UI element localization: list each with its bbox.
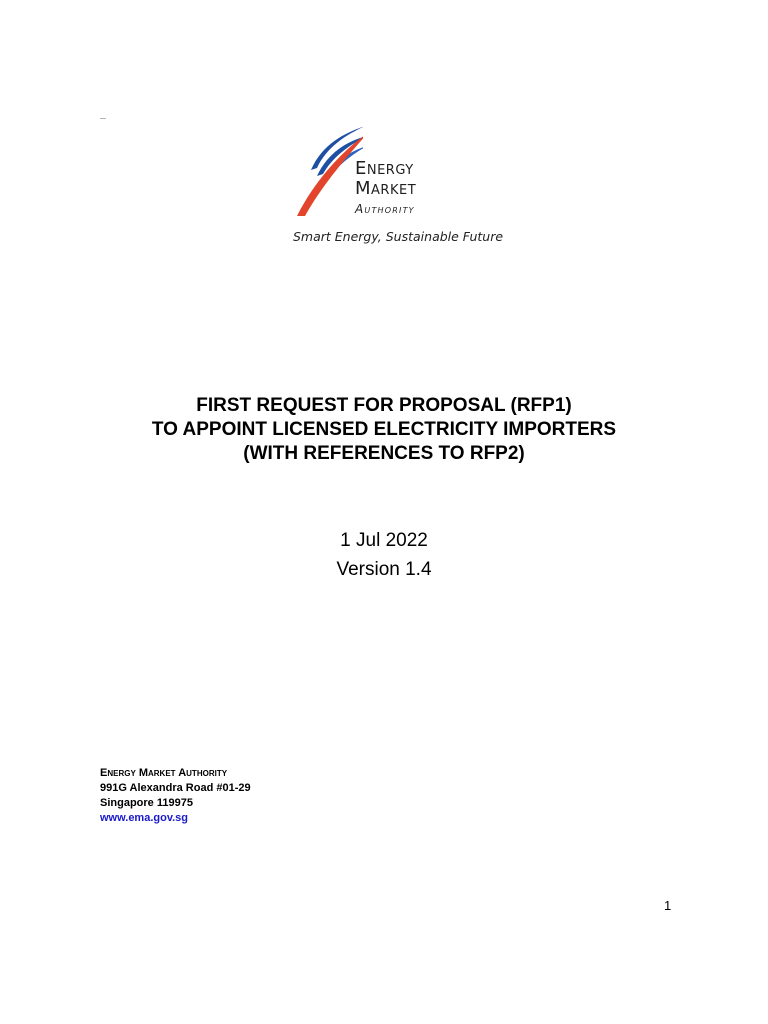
document-version: Version 1.4 bbox=[336, 559, 432, 580]
page-number: 1 bbox=[664, 898, 672, 913]
address-street: 991G Alexandra Road #01-29 bbox=[100, 782, 251, 794]
address-org: Energy Market Authority bbox=[100, 767, 228, 779]
title-line-1: FIRST REQUEST FOR PROPOSAL (RFP1) bbox=[196, 395, 572, 416]
header-mark: — bbox=[100, 116, 106, 122]
document-title bbox=[0, 394, 768, 466]
logo-word-energy: Energy bbox=[355, 158, 414, 179]
title-line-2: TO APPOINT LICENSED ELECTRICITY IMPORTERS bbox=[151, 419, 617, 440]
title-line-3: (WITH REFERENCES TO RFP2) bbox=[243, 443, 525, 464]
address-city: Singapore 119975 bbox=[100, 797, 193, 809]
logo-tagline: Smart Energy, Sustainable Future bbox=[293, 229, 504, 244]
document-date: 1 Jul 2022 bbox=[340, 530, 428, 551]
website-link[interactable]: www.ema.gov.sg bbox=[100, 812, 189, 824]
document-meta bbox=[0, 526, 768, 584]
logo-word-authority: Authority bbox=[355, 202, 415, 216]
logo-word-market: Market bbox=[355, 178, 417, 199]
ema-swoosh-icon bbox=[293, 120, 363, 220]
ema-logo bbox=[293, 120, 504, 245]
address-block bbox=[100, 766, 251, 826]
